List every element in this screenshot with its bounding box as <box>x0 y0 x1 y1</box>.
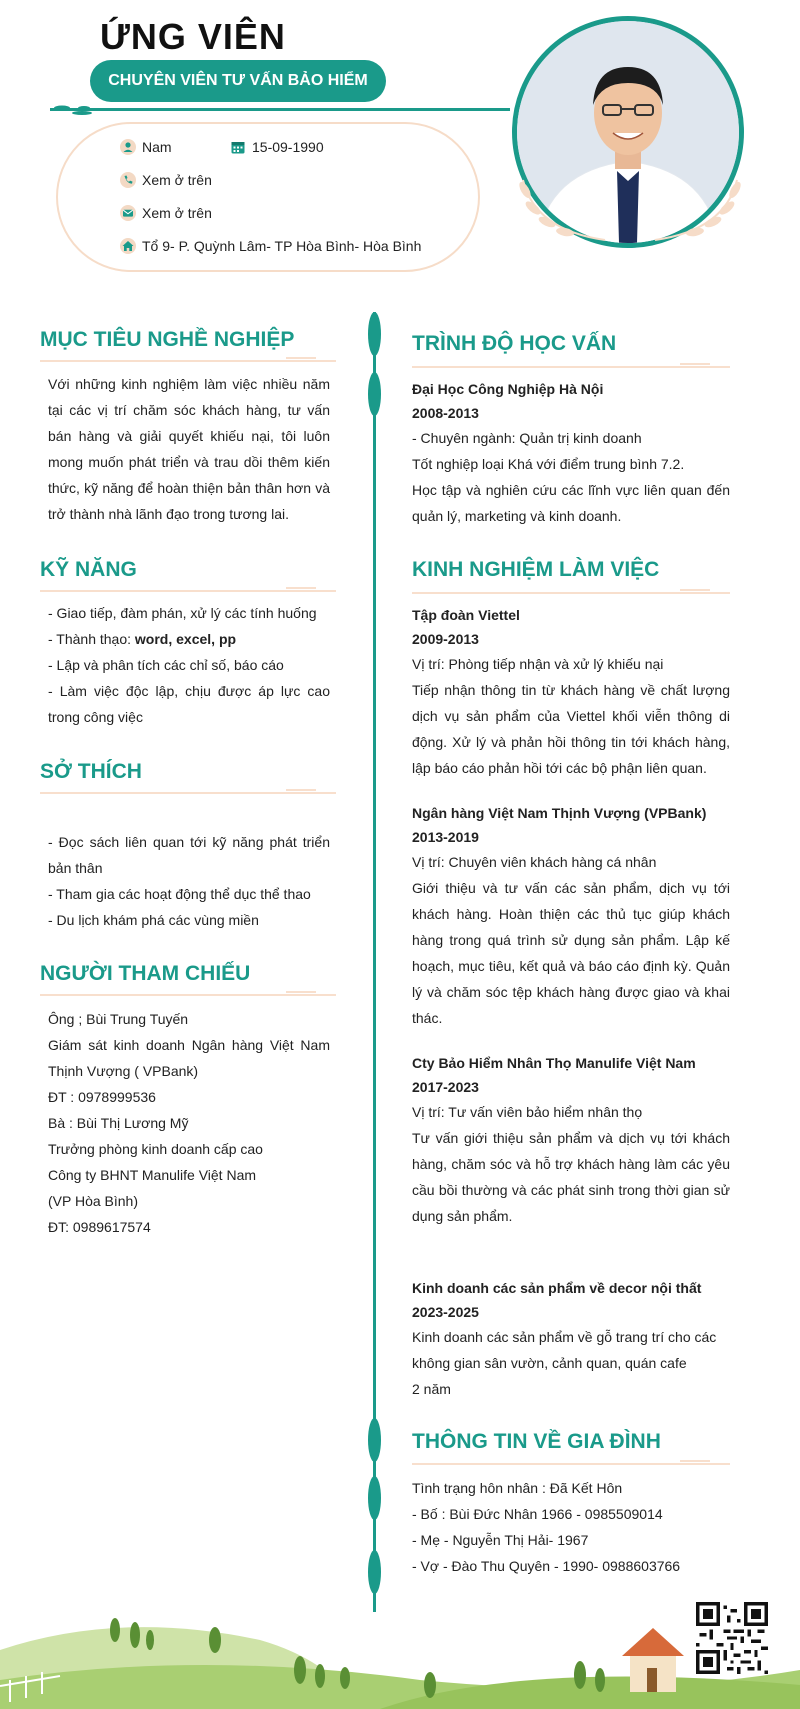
job-description: Kinh doanh các sản phẩm về gỗ trang trí cho các không gian sân vườn, cảnh quan, quán cafe <box>412 1329 717 1371</box>
job-company: Kinh doanh các sản phẩm về decor nội thất <box>412 1280 702 1296</box>
header-dots-decoration <box>52 104 132 116</box>
reference-line: Trưởng phòng kinh doanh cấp cao <box>48 1141 263 1157</box>
birthday-item <box>230 139 324 155</box>
education-period: 2008-2013 <box>412 405 479 421</box>
education-school: Đại Học Công Nghiệp Hà Nội <box>412 381 604 397</box>
skill-item-prefix: - Thành thạo: <box>48 631 135 647</box>
phone-icon <box>120 172 136 188</box>
job-description: Tiếp nhận thông tin từ khách hàng về chất lượng dịch vụ sản phẩm của Viettel khối viễn thông di động. Xử lý và phản hồi thông tin tới khách hàng, lập báo cáo phản hồi tới các bộ phận liên quan. <box>412 682 730 776</box>
qr-code <box>696 1602 768 1674</box>
landscape-decoration <box>0 1590 800 1709</box>
family-title: THÔNG TIN VỀ GIA ĐÌNH <box>412 1430 661 1453</box>
gender-item <box>120 139 172 155</box>
skill-item <box>48 626 330 652</box>
birthday-value: 15-09-1990 <box>252 139 324 155</box>
job-entry <box>412 801 730 1031</box>
hobbies-title: SỞ THÍCH <box>40 760 142 783</box>
reference-line: (VP Hòa Bình) <box>48 1193 139 1209</box>
section-underline <box>412 1463 730 1465</box>
gender-value: Nam <box>142 139 172 155</box>
leaf-decoration <box>368 1476 381 1520</box>
column-divider <box>373 312 376 1612</box>
education-line: Học tập và nghiên cứu các lĩnh vực liên quan đến quản lý, marketing và kinh doanh. <box>412 482 730 524</box>
leaf-decoration <box>368 1418 381 1462</box>
section-underline <box>412 366 730 368</box>
reference-line: Giám sát kinh doanh Ngân hàng Việt Nam Thịnh Vượng ( VPBank) <box>48 1037 330 1079</box>
skill-item-software: word, excel, pp <box>134 631 237 647</box>
family-list <box>412 1475 730 1579</box>
address-item <box>120 238 421 254</box>
email-value: Xem ở trên <box>142 205 212 221</box>
education-block <box>412 377 730 529</box>
job-position: Vị trí: Chuyên viên khách hàng cá nhân <box>412 854 657 870</box>
education-line: Tốt nghiệp loại Khá với điểm trung bình 7.2. <box>412 456 685 472</box>
skill-item: - Làm việc độc lập, chịu được áp lực cao trong công việc <box>48 683 330 725</box>
family-line: - Bố : Bùi Đức Nhân 1966 - 0985509014 <box>412 1506 663 1522</box>
career-goal-title: MỤC TIÊU NGHỀ NGHIỆP <box>40 328 295 351</box>
hobbies-list <box>48 829 330 933</box>
job-company: Tập đoàn Viettel <box>412 607 520 623</box>
reference-line: Bà : Bùi Thị Lương Mỹ <box>48 1115 189 1131</box>
reference-line: ĐT : 0978999536 <box>48 1089 156 1105</box>
job-entry <box>412 1051 730 1229</box>
skill-item: - Giao tiếp, đàm phán, xử lý các tính huống <box>48 605 317 621</box>
section-underline <box>40 590 336 592</box>
job-position: Vị trí: Phòng tiếp nhận và xử lý khiếu nại <box>412 656 664 672</box>
family-line: Tình trạng hôn nhân : Đã Kết Hôn <box>412 1480 623 1496</box>
job-period: 2013-2019 <box>412 829 479 845</box>
family-line: - Vợ - Đào Thu Quyên - 1990- 0988603766 <box>412 1558 681 1574</box>
career-goal-text: Với những kinh nghiệm làm việc nhiều năm tại các vị trí chăm sóc khách hàng, tư vấn bán hàng và giải quyết khiếu nại, tôi luôn mong muốn phát triển và trau dồi thêm kiến thức, kỹ năng để hoàn thiện bản thân hơn và trở thành nhà lãnh đạo trong tương lai. <box>48 376 330 522</box>
leaf-decoration <box>368 372 381 416</box>
job-description: Giới thiệu và tư vấn các sản phẩm, dịch vụ tới khách hàng. Hoàn thiện các thủ tục giúp khách hàng trong quá trình sử dụng sản phẩm. Lập kế hoạch, mục tiêu, kết quả và báo cáo định kỳ. Quản lý và chăm sóc tệp khách hàng được giao và khai thác. <box>412 880 730 1026</box>
job-period: 2009-2013 <box>412 631 479 647</box>
user-icon <box>120 139 136 155</box>
leaf-decoration <box>368 1550 381 1594</box>
skills-list <box>48 600 330 730</box>
section-underline <box>40 792 336 794</box>
skill-item: - Lập và phân tích các chỉ số, báo cáo <box>48 657 284 673</box>
section-underline <box>40 360 336 362</box>
phone-item <box>120 172 212 188</box>
job-company: Ngân hàng Việt Nam Thịnh Vượng (VPBank) <box>412 805 707 821</box>
education-line: - Chuyên ngành: Quản trị kinh doanh <box>412 430 642 446</box>
experience-title: KINH NGHIỆM LÀM VIỆC <box>412 558 660 581</box>
job-period: 2023-2025 <box>412 1304 479 1320</box>
job-entry <box>412 1276 730 1402</box>
job-title-badge: CHUYÊN VIÊN TƯ VẤN BẢO HIỂM <box>90 60 386 102</box>
family-line: - Mẹ - Nguyễn Thị Hải- 1967 <box>412 1532 589 1548</box>
skills-title: KỸ NĂNG <box>40 558 137 581</box>
section-underline <box>412 592 730 594</box>
reference-line: Ông ; Bùi Trung Tuyến <box>48 1011 189 1027</box>
job-duration: 2 năm <box>412 1381 451 1397</box>
hobby-item: - Tham gia các hoạt động thể dục thể thao <box>48 886 311 902</box>
home-icon <box>120 238 136 254</box>
laurel-decoration <box>505 170 755 250</box>
references-list <box>48 1006 330 1240</box>
candidate-name: ỨNG VIÊN <box>100 16 286 57</box>
reference-line: Công ty BHNT Manulife Việt Nam <box>48 1167 257 1183</box>
email-icon <box>120 205 136 221</box>
job-company: Cty Bảo Hiểm Nhân Thọ Manulife Việt Nam <box>412 1055 696 1071</box>
address-value: Tổ 9- P. Quỳnh Lâm- TP Hòa Bình- Hòa Bình <box>142 238 422 254</box>
references-title: NGƯỜI THAM CHIẾU <box>40 962 251 985</box>
job-description: Tư vấn giới thiệu sản phẩm và dịch vụ tới khách hàng, chăm sóc và hỗ trợ khách hàng làm các yêu cầu bồi thường và các phát sinh trong thời gian sử dụng sản phẩm. <box>412 1130 730 1224</box>
leaf-decoration <box>368 312 381 356</box>
email-item <box>120 205 212 221</box>
hobby-item: - Đọc sách liên quan tới kỹ năng phát triển bản thân <box>48 834 330 876</box>
job-period: 2017-2023 <box>412 1079 479 1095</box>
job-position: Vị trí: Tư vấn viên bảo hiểm nhân thọ <box>412 1104 643 1120</box>
education-title: TRÌNH ĐỘ HỌC VẤN <box>412 332 617 355</box>
hobby-item: - Du lịch khám phá các vùng miền <box>48 912 259 928</box>
calendar-icon <box>230 139 246 155</box>
phone-value: Xem ở trên <box>142 172 212 188</box>
section-underline <box>40 994 336 996</box>
job-entry <box>412 603 730 781</box>
reference-line: ĐT: 0989617574 <box>48 1219 151 1235</box>
